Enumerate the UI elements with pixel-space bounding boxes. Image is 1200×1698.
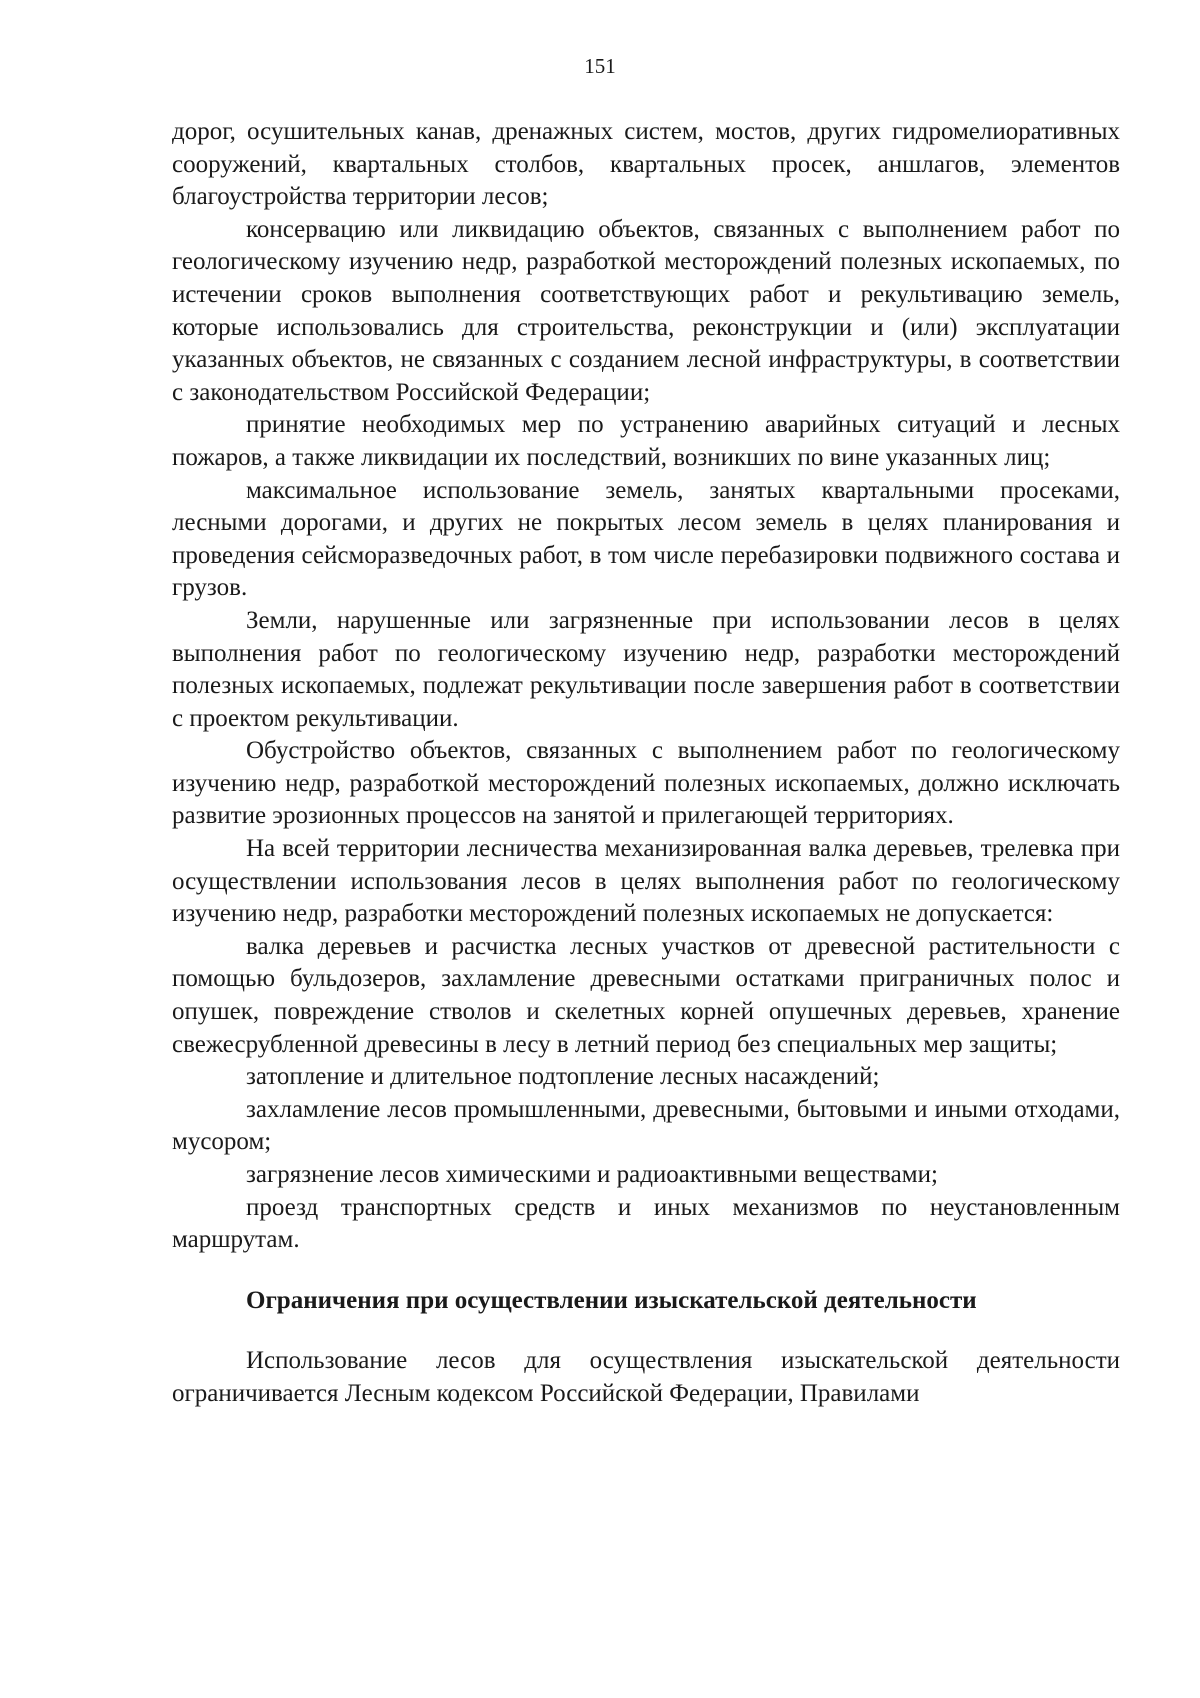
- paragraph-2: консервацию или ликвидацию объектов, связанных с выполнением работ по геологическому изучению недр, разработкой месторождений полезных ископаемых, по истечении сроков выполнения соответствующих работ и рекультивацию земель, которые использовались для строительства, реконструкции и (или) эксплуатации указанных объектов, не связанных с созданием лесной инфраструктуры, в соответствии с законодательством Российской Федерации;: [172, 215, 1120, 406]
- paragraph-1: дорог, осушительных канав, дренажных систем, мостов, других гидромелиоративных сооружений, квартальных столбов, квартальных просек, аншлагов, элементов благоустройства территории лесов;: [172, 118, 1120, 211]
- paragraph-5: Земли, нарушенные или загрязненные при использовании лесов в целях выполнения работ по геологическому изучению недр, разработки месторождений полезных ископаемых, подлежат рекультивации после завершения работ в соответствии с проектом рекультивации.: [172, 606, 1120, 732]
- paragraph-3: принятие необходимых мер по устранению аварийных ситуаций и лесных пожаров, а также ликвидации их последствий, возникших по вине указанных лиц;: [172, 411, 1120, 471]
- document-body: [172, 116, 1120, 1411]
- paragraph-10: захламление лесов промышленными, древесными, бытовыми и иными отходами, мусором;: [172, 1095, 1120, 1156]
- section-heading: Ограничения при осуществлении изыскательской деятельности: [246, 1286, 977, 1314]
- page-number: 151: [584, 54, 616, 78]
- paragraph-6: Обустройство объектов, связанных с выполнением работ по геологическому изучению недр, разработкой месторождений полезных ископаемых, должно исключать развитие эрозионных процессов на занятой и прилегающей территориях.: [172, 737, 1120, 830]
- paragraph-9: затопление и длительное подтопление лесных насаждений;: [246, 1063, 880, 1091]
- paragraph-7: На всей территории лесничества механизированная валка деревьев, трелевка при осуществлении использования лесов в целях выполнения работ по геологическому изучению недр, разработки месторождений полезных ископаемых не допускается:: [172, 835, 1120, 928]
- paragraph-12: проезд транспортных средств и иных механизмов по неустановленным маршрутам.: [172, 1193, 1120, 1254]
- final-paragraph: Использование лесов для осуществления изыскательской деятельности ограничивается Лесным кодексом Российской Федерации, Правилами: [172, 1347, 1120, 1407]
- paragraph-8: валка деревьев и расчистка лесных участков от древесной растительности с помощью бульдозеров, захламление древесными остатками приграничных полос и опушек, повреждение стволов и скелетных корней опушечных деревьев, хранение свежесрубленной древесины в лесу в летний период без специальных мер защиты;: [172, 932, 1120, 1058]
- paragraph-4: максимальное использование земель, занятых квартальными просеками, лесными дорогами, и других не покрытых лесом земель в целях планирования и проведения сейсморазведочных работ, в том числе перебазировки подвижного состава и грузов.: [172, 476, 1120, 602]
- paragraph-11: загрязнение лесов химическими и радиоактивными веществами;: [246, 1161, 938, 1188]
